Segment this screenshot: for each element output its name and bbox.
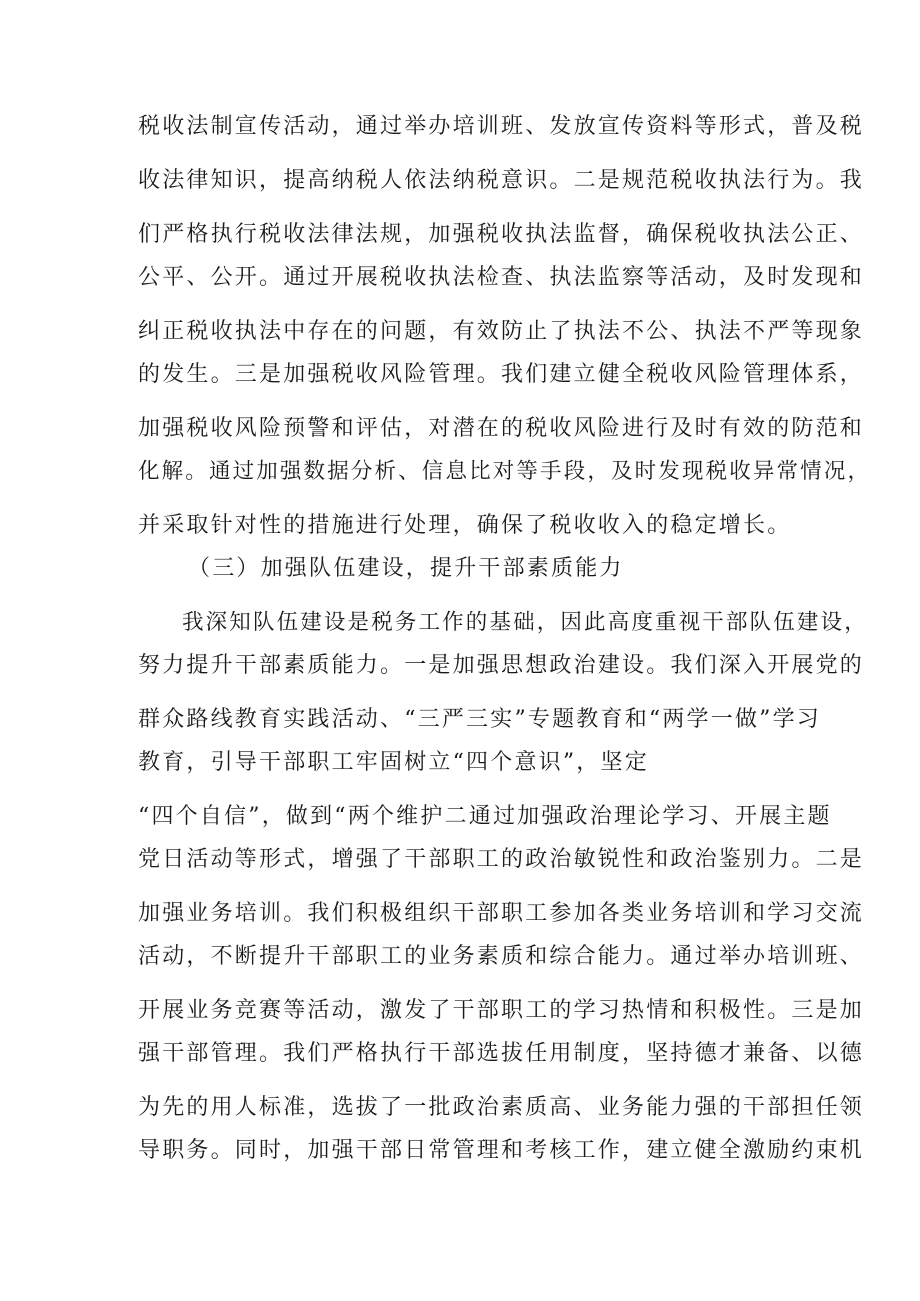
text-line: 为先的用人标准，选拔了一批政治素质高、业务能力强的干部担任领 <box>138 1095 865 1120</box>
text-line: 加强业务培训。我们积极组织干部职工参加各类业务培训和学习交流 <box>138 901 865 926</box>
text-line: 努力提升干部素质能力。一是加强思想政治建设。我们深入开展党的 <box>138 653 865 678</box>
text-line: 加强税收风险预警和评估，对潜在的税收风险进行及时有效的防范和 <box>138 416 865 441</box>
text-line: 群众路线教育实践活动、“三严三实”专题教育和“两学一做”学习 <box>138 707 821 732</box>
text-line: 活动，不断提升干部职工的业务素质和综合能力。通过举办培训班、 <box>138 944 865 969</box>
text-line: 公平、公开。通过开展税收执法检查、执法监察等活动，及时发现和 <box>138 265 865 290</box>
paragraph-first-line: 我深知队伍建设是税务工作的基础，因此高度重视干部队伍建设， <box>182 610 868 635</box>
text-line: 开展业务竞赛等活动，激发了干部职工的学习热情和积极性。三是加 <box>138 998 865 1023</box>
text-line: 化解。通过加强数据分析、信息比对等手段，及时发现税收异常情况， <box>138 459 872 484</box>
text-line: 教育，引导干部职工牢固树立“四个意识”，坚定 <box>138 750 649 775</box>
text-line: 收法律知识，提高纳税人依法纳税意识。二是规范税收执法行为。我 <box>138 168 865 193</box>
section-heading: （三）加强队伍建设，提升干部素质能力 <box>188 556 624 581</box>
text-line: 纠正税收执法中存在的问题，有效防止了执法不公、执法不严等现象 <box>138 319 865 344</box>
text-line: 税收法制宣传活动，通过举办培训班、发放宣传资料等形式，普及税 <box>138 114 865 139</box>
text-line: 并采取针对性的措施进行处理，确保了税收收入的稳定增长。 <box>138 513 792 538</box>
text-line: 们严格执行税收法律法规，加强税收执法监督，确保税收执法公正、 <box>138 222 865 247</box>
text-line: 党日活动等形式，增强了干部职工的政治敏锐性和政治鉴别力。二是 <box>138 847 865 872</box>
text-line: 的发生。三是加强税收风险管理。我们建立健全税收风险管理体系， <box>138 362 865 387</box>
text-line: “四个自信”，做到“两个维护二通过加强政治理论学习、开展主题 <box>138 804 832 829</box>
text-line: 导职务。同时，加强干部日常管理和考核工作，建立健全激励约束机 <box>138 1138 865 1163</box>
text-line: 强干部管理。我们严格执行干部选拔任用制度，坚持德才兼备、以德 <box>138 1041 865 1066</box>
